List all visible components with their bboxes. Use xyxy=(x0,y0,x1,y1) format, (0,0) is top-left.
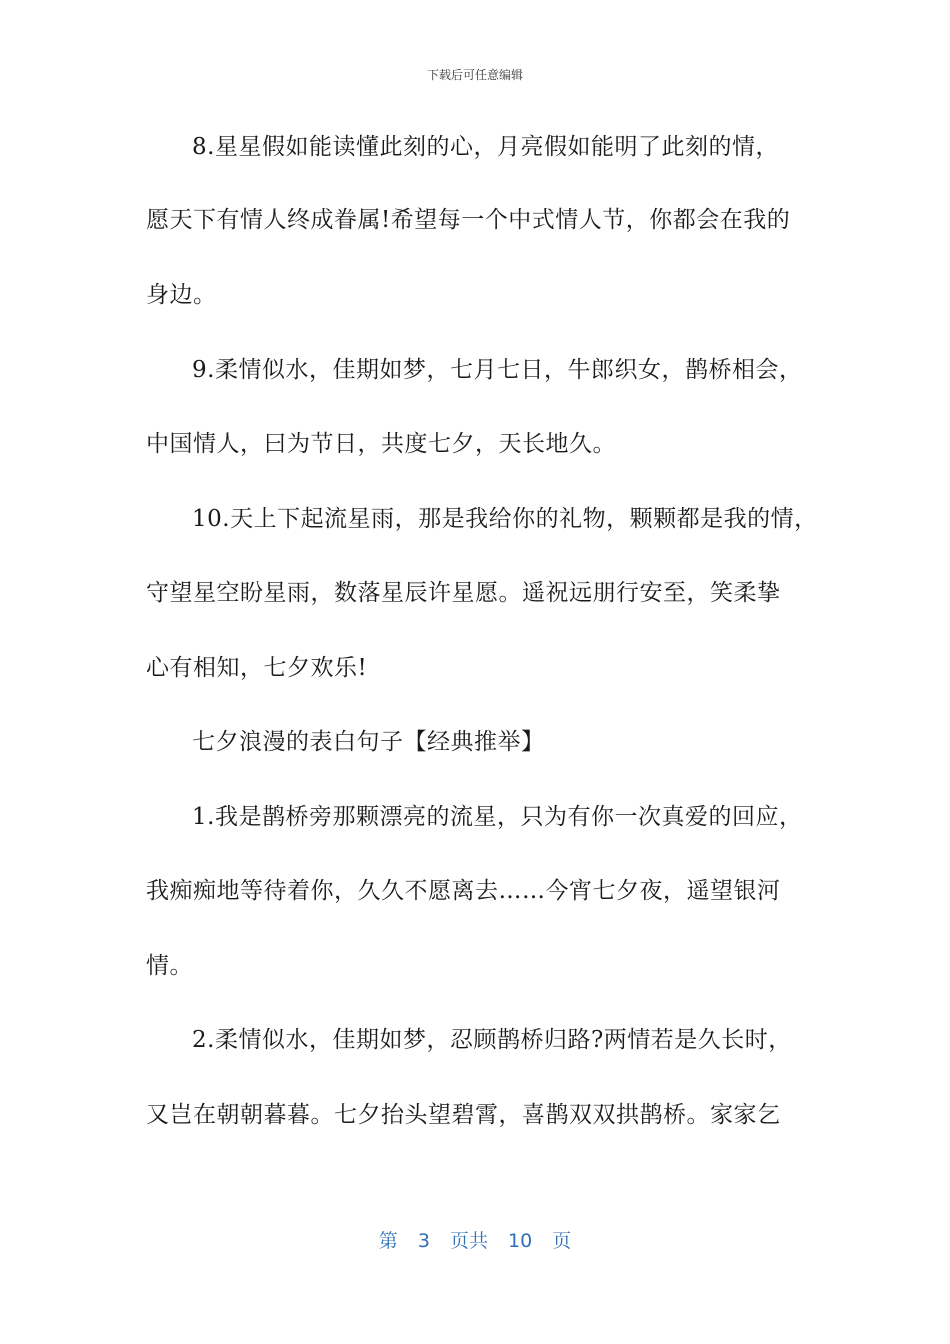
paragraph-line: 情。 xyxy=(146,953,193,979)
paragraph-line: 心有相知，七夕欢乐! xyxy=(146,655,368,681)
paragraph-line: 1.我是鹊桥旁那颗漂亮的流星，只为有你一次真爱的回应， xyxy=(192,804,803,830)
paragraph-line: 又岂在朝朝暮暮。七夕抬头望碧霄，喜鹊双双拱鹊桥。家家乞 xyxy=(146,1102,781,1128)
page-number: 第 3 页共 10 页 xyxy=(378,1230,572,1252)
paragraph-line: 10.天上下起流星雨，那是我给你的礼物，颗颗都是我的情， xyxy=(192,506,818,532)
page-header: 下载后可任意编辑 xyxy=(426,68,523,82)
paragraph-line: 身边。 xyxy=(146,282,217,308)
paragraph-line: 我痴痴地等待着你，久久不愿离去……今宵七夕夜，遥望银河 xyxy=(146,878,781,904)
paragraph-line: 9.柔情似水，佳期如梦，七月七日，牛郎织女，鹊桥相会， xyxy=(192,357,803,383)
paragraph-line: 中国情人，曰为节日，共度七夕，天长地久。 xyxy=(146,431,616,457)
paragraph-line: 愿天下有情人终成眷属!希望每一个中式情人节，你都会在我的 xyxy=(146,207,791,233)
paragraph-line: 8.星星假如能读懂此刻的心，月亮假如能明了此刻的情， xyxy=(192,134,779,160)
section-heading: 七夕浪漫的表白句子【经典推举】 xyxy=(192,729,545,755)
paragraph-line: 2.柔情似水，佳期如梦，忍顾鹊桥归路?两情若是久长时， xyxy=(192,1027,792,1053)
paragraph-line: 守望星空盼星雨，数落星辰许星愿。遥祝远朋行安至，笑柔挚 xyxy=(146,580,781,606)
